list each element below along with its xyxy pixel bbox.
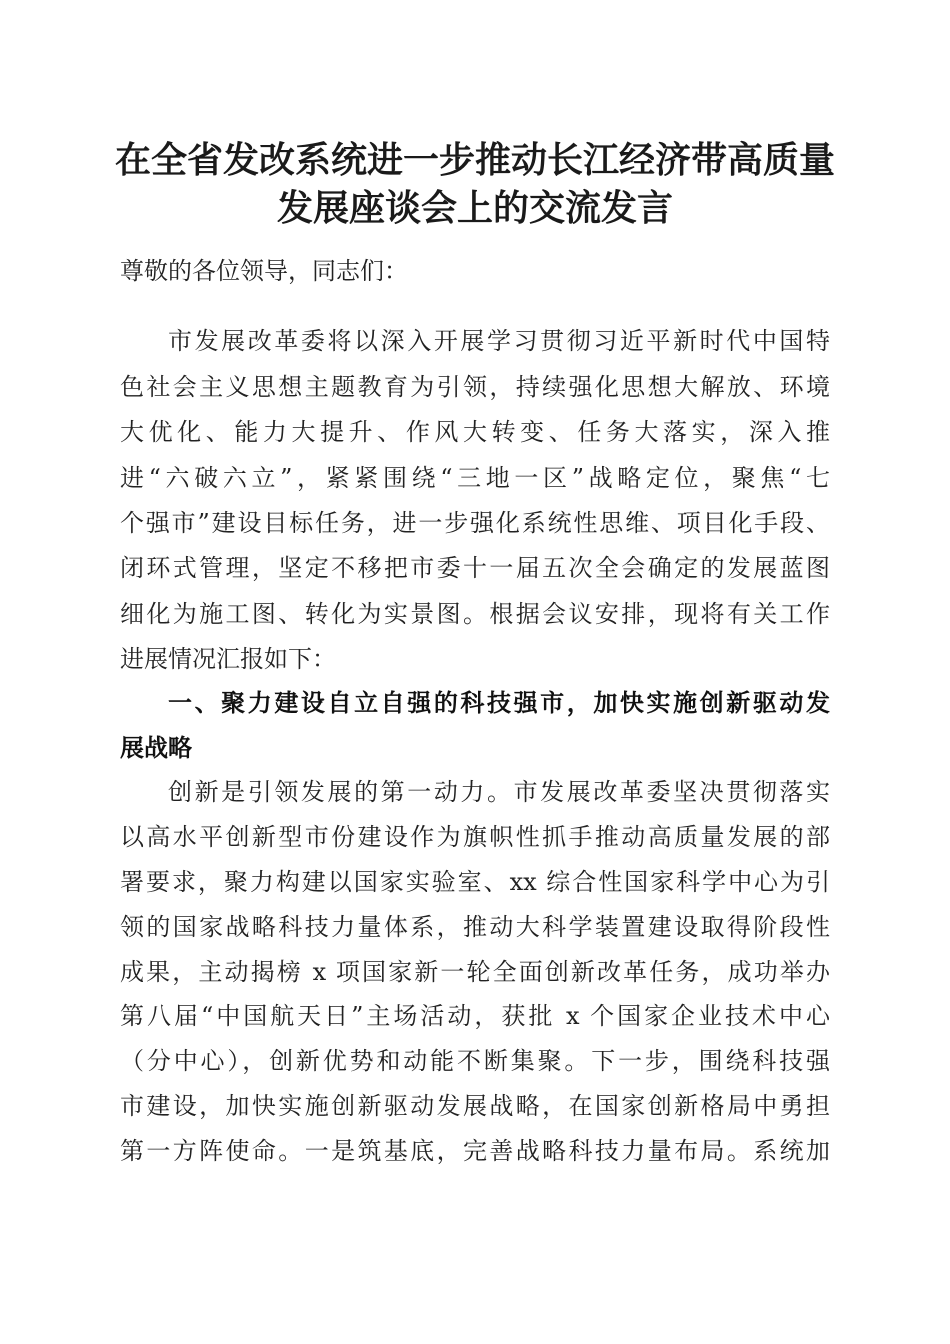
paragraph-1-line: 进“六破六立”，紧紧围绕“三地一区”战略定位，聚焦“七 <box>120 464 830 492</box>
paragraph-2-line: 署要求，聚力构建以国家实验室、xx 综合性国家科学中心为引 <box>120 868 830 896</box>
paragraph-2-line: （分中心），创新优势和动能不断集聚。下一步，围绕科技强 <box>120 1047 830 1075</box>
salutation: 尊敬的各位领导，同志们： <box>120 257 408 285</box>
paragraph-1-line: 色社会主义思想主题教育为引领，持续强化思想大解放、环境 <box>120 373 830 401</box>
section-heading-1: 一、聚力建设自立自强的科技强市，加快实施创新驱动发 <box>168 689 830 717</box>
paragraph-2-line: 领的国家战略科技力量体系，推动大科学装置建设取得阶段性 <box>120 913 830 941</box>
paragraph-2-line: 第一方阵使命。一是筑基底，完善战略科技力量布局。系统加 <box>120 1137 830 1165</box>
paragraph-2-line: 以高水平创新型市份建设作为旗帜性抓手推动高质量发展的部 <box>120 823 830 851</box>
paragraph-1-line: 个强市”建设目标任务，进一步强化系统性思维、项目化手段、 <box>120 509 830 537</box>
paragraph-1-line: 市发展改革委将以深入开展学习贯彻习近平新时代中国特 <box>168 327 830 355</box>
section-heading-1: 展战略 <box>120 734 192 762</box>
paragraph-1-line: 细化为施工图、转化为实景图。根据会议安排，现将有关工作 <box>120 600 830 628</box>
paragraph-1-line: 闭环式管理，坚定不移把市委十一届五次全会确定的发展蓝图 <box>120 554 830 582</box>
paragraph-2-line: 创新是引领发展的第一动力。市发展改革委坚决贯彻落实 <box>168 778 830 806</box>
title-line-2: 发展座谈会上的交流发言 <box>276 187 673 229</box>
paragraph-2-line: 第八届“中国航天日”主场活动，获批 x 个国家企业技术中心 <box>120 1002 830 1030</box>
paragraph-2-line: 市建设，加快实施创新驱动发展战略，在国家创新格局中勇担 <box>120 1092 830 1120</box>
paragraph-1-line: 大优化、能力大提升、作风大转变、任务大落实，深入推 <box>120 418 830 446</box>
paragraph-1-line: 进展情况汇报如下： <box>120 645 336 673</box>
paragraph-2-line: 成果，主动揭榜 x 项国家新一轮全面创新改革任务，成功举办 <box>120 958 830 986</box>
title-line-1: 在全省发改系统进一步推动长江经济带高质量 <box>114 139 835 181</box>
